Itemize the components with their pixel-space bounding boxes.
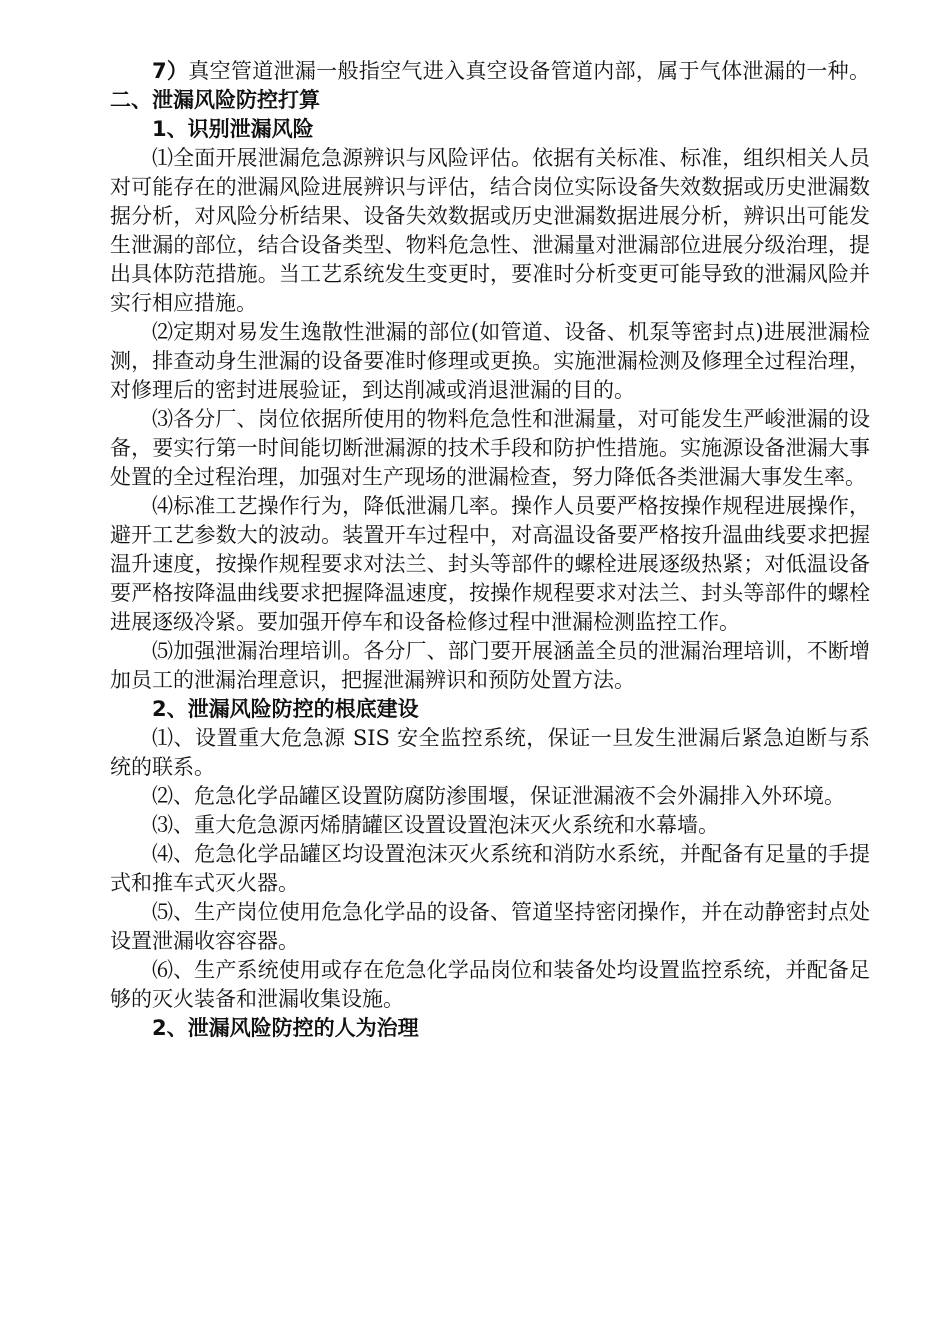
paragraph-source-isolation: ⑶各分厂、岗位依据所使用的物料危急性和泄漏量，对可能发生严峻泄漏的设备，要实行第一时间能切断泄漏源的技术手段和防护性措施。实施源设备泄漏大事处置的全过程治理，加强对生产现场的泄漏检查，努力降低各类泄漏大事发生率。 [110, 407, 870, 489]
paragraph-foam-system: ⑶、重大危急源丙烯腈罐区设置设置泡沫灭火系统和水幕墙。 [152, 813, 719, 837]
paragraph-monitoring: ⑹、生产系统使用或存在危急化学品岗位和装备处均设置监控系统，并配备足够的灭火装备和泄漏收集设施。 [110, 958, 870, 1011]
heading-infrastructure: 2、泄漏风险防控的根底建设 [152, 697, 419, 721]
section-heading-risk-plan: 二、泄漏风险防控打算 [110, 88, 320, 112]
paragraph-bund: ⑵、危急化学品罐区设置防腐防渗围堰，保证泄漏液不会外漏排入外环境。 [152, 784, 845, 808]
document-body [110, 57, 870, 1043]
paragraph-sis-system: ⑴、设置重大危急源 SIS 安全监控系统，保证一旦发生泄漏后紧急迫断与系统的联系。 [110, 726, 870, 779]
intro-paragraph [110, 57, 870, 115]
intro-text: 真空管道泄漏一般指空气进入真空设备管道内部，属于气体泄漏的一种。 [188, 59, 870, 83]
heading-human-management: 2、泄漏风险防控的人为治理 [152, 1016, 419, 1040]
paragraph-risk-assessment: ⑴全面开展泄漏危急源辨识与风险评估。依据有关标准、标准，组织相关人员对可能存在的泄漏风险进展辨识与评估，结合岗位实际设备失效数据或历史泄漏数据分析，对风险分析结果、设备失效数据或历史泄漏数据进展分析，辨识出可能发生泄漏的部位，结合设备类型、物料危急性、泄漏量对泄漏部位进展分级治理，提出具体防范措施。当工艺系统发生变更时，要准时分析变更可能导致的泄漏风险并实行相应措施。 [110, 146, 870, 315]
paragraph-closed-operation: ⑸、生产岗位使用危急化学品的设备、管道坚持密闭操作，并在动静密封点处设置泄漏收容容器。 [110, 900, 870, 953]
paragraph-fire-water: ⑷、危急化学品罐区均设置泡沫灭火系统和消防水系统，并配备有足量的手提式和推车式灭火器。 [110, 842, 870, 895]
paragraph-training: ⑸加强泄漏治理培训。各分厂、部门要开展涵盖全员的泄漏治理培训，不断增加员工的泄漏治理意识，把握泄漏辨识和预防处置方法。 [110, 639, 870, 692]
paragraph-operation-standard: ⑷标准工艺操作行为，降低泄漏几率。操作人员要严格按操作规程进展操作，避开工艺参数大的波动。装置开车过程中，对高温设备要严格按升温曲线要求把握温升速度，按操作规程要求对法兰、封头等部件的螺栓进展逐级热紧；对低温设备要严格按降温曲线要求把握降温速度，按操作规程要求对法兰、封头等部件的螺栓进展逐级冷紧。要加强开停车和设备检修过程中泄漏检测监控工作。 [110, 494, 870, 634]
intro-number: 7） [152, 59, 189, 83]
heading-identify-risk: 1、识别泄漏风险 [152, 117, 314, 141]
paragraph-leak-detection: ⑵定期对易发生逸散性泄漏的部位(如管道、设备、机泵等密封点)进展泄漏检测，排查动身生泄漏的设备要准时修理或更换。实施泄漏检测及修理全过程治理，对修理后的密封进展验证，到达削减或消退泄漏的目的。 [110, 320, 870, 402]
